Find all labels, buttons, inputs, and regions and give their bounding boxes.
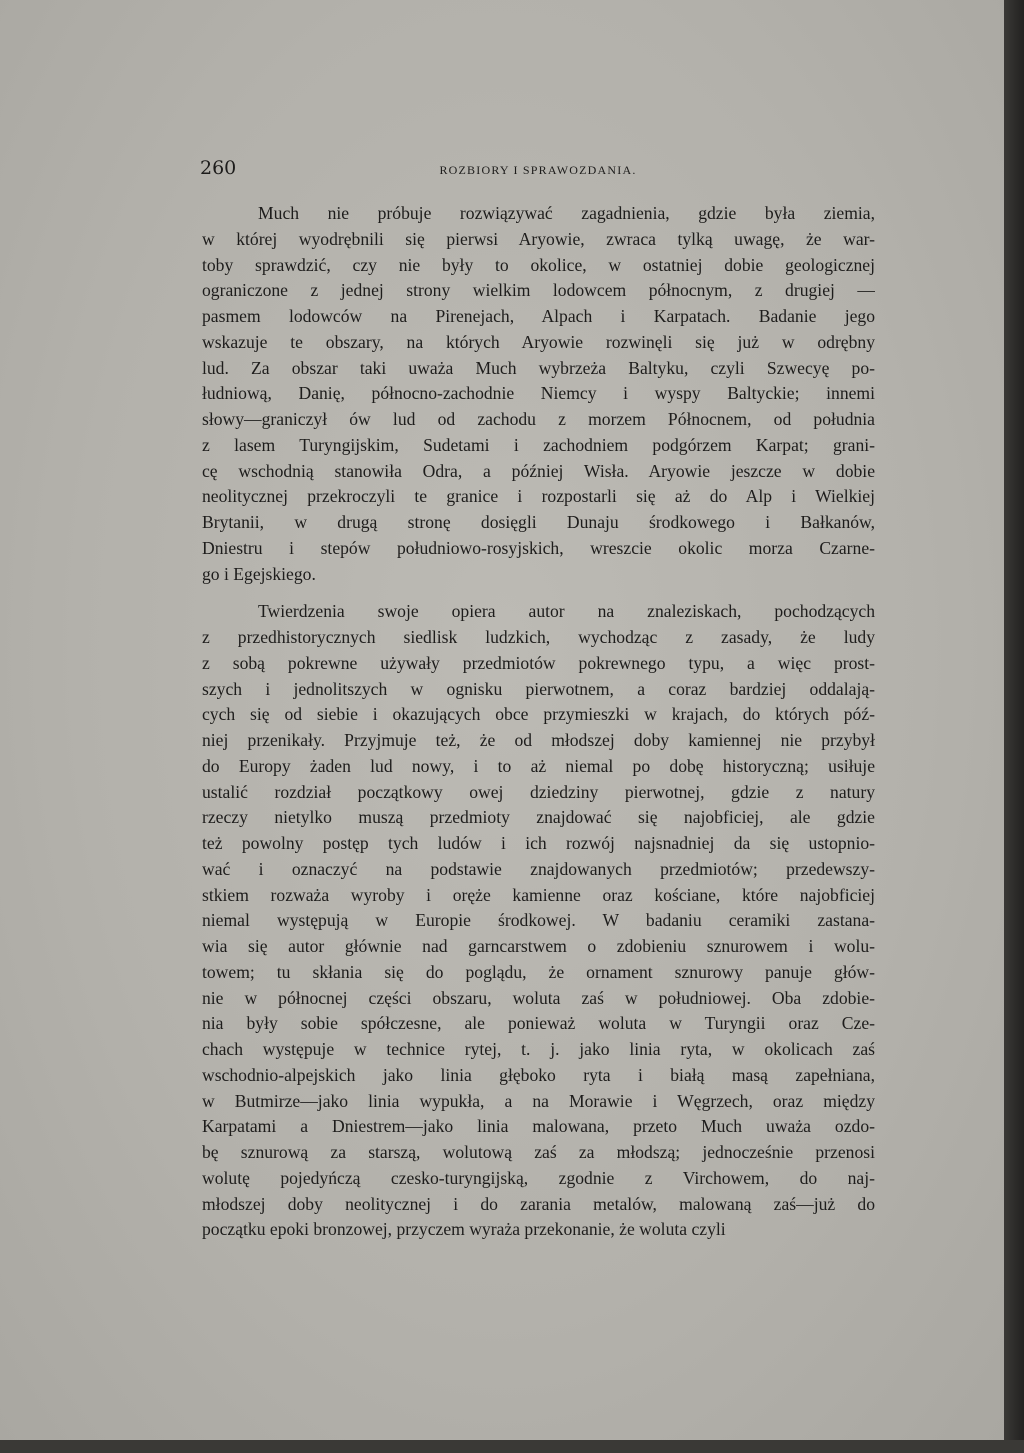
text-line: cych się od siebie i okazujących obce przymieszki w krajach, do których póź-	[202, 704, 875, 725]
text-line: Much nie próbuje rozwiązywać zagadnienia, gdzie była ziemia,	[258, 203, 875, 223]
text-line: cę wschodnią stanowiła Odra, a później Wisła. Aryowie jeszcze w dobie	[202, 460, 875, 481]
text-line: do Europy żaden lud nowy, i to aż niemal po dobę historyczną; usiłuje	[202, 755, 875, 776]
text-line: szych i jednolitszych w ognisku pierwotnem, a coraz bardziej oddalają-	[202, 678, 875, 699]
text-line: stkiem rozważa wyroby i oręże kamienne oraz kościane, które najobficiej	[202, 884, 875, 905]
text-line: też powolny postęp tych ludów i ich rozwój najsnadniej da się ustopnio-	[202, 833, 875, 853]
scan-edge-bottom	[0, 1440, 1024, 1453]
page-header	[200, 157, 876, 183]
text-line: niej przenikały. Przyjmuje też, że od młodszej doby kamiennej nie przybył	[202, 730, 875, 750]
text-line: nia były sobie spółczesne, ale ponieważ woluta w Turyngii oraz Cze-	[202, 1013, 875, 1034]
text-line: w Butmirze—jako linia wypukła, a na Morawie i Węgrzech, oraz między	[202, 1090, 875, 1111]
text-line: Dniestru i stepów południowo-rosyjskich, wreszcie okolic morza Czarne-	[202, 537, 875, 558]
text-line: wolutę pojedyńczą czesko-turyngijską, zgodnie z Virchowem, do naj-	[202, 1167, 875, 1188]
text-line: rzeczy nietylko muszą przedmioty znajdować się najobficiej, ale gdzie	[202, 807, 875, 828]
page-number: 260	[200, 157, 237, 179]
text-line: Brytanii, w drugą stronę dosięgli Dunaju środkowego i Bałkanów,	[202, 512, 875, 532]
scan-edge-right	[1004, 0, 1024, 1453]
text-line: toby sprawdzić, czy nie były to okolice, w ostatniej dobie geologicznej	[202, 254, 875, 275]
text-line: neolitycznej przekroczyli te granice i rozpostarli się aż do Alp i Wielkiej	[202, 486, 875, 507]
text-line: go i Egejskiego.	[202, 563, 316, 584]
text-line: nie w północnej części obszaru, woluta zaś w południowej. Oba zdobie-	[202, 987, 875, 1008]
text-line: ograniczone z jednej strony wielkim lodowcem północnym, z drugiej —	[202, 280, 875, 301]
paragraph	[202, 201, 875, 587]
paragraph	[202, 599, 875, 1243]
text-line: z sobą pokrewne używały przedmiotów pokrewnego typu, a więc prost-	[202, 652, 875, 673]
text-line: niemal występują w Europie środkowej. W badaniu ceramiki zastana-	[202, 910, 875, 931]
text-line: Twierdzenia swoje opiera autor na znaleziskach, pochodzących	[258, 601, 875, 622]
text-line: młodszej doby neolitycznej i do zarania metalów, malowaną zaś—już do	[202, 1193, 875, 1214]
text-line: bę sznurową za starszą, wolutową zaś za młodszą; jednocześnie przenosi	[202, 1142, 875, 1162]
text-line: łudniową, Danię, północno-zachodnie Niemcy i wyspy Baltyckie; innemi	[202, 383, 875, 404]
running-head: ROZBIORY I SPRAWOZDANIA.	[439, 163, 637, 177]
body-text	[202, 201, 875, 1243]
paragraph-gap	[202, 587, 875, 599]
text-line: Karpatami a Dniestrem—jako linia malowana, przeto Much uważa ozdo-	[202, 1116, 875, 1137]
text-line: w której wyodrębnili się pierwsi Aryowie, zwraca tylką uwagę, że war-	[202, 228, 875, 249]
text-line: lud. Za obszar taki uważa Much wybrzeża Baltyku, czyli Szwecyę po-	[202, 357, 875, 378]
text-line: z przedhistorycznych siedlisk ludzkich, wychodząc z zasady, że ludy	[202, 627, 875, 647]
text-line: towem; tu skłania się do poglądu, że ornament sznurowy panuje głów-	[202, 961, 875, 982]
text-line: wać i oznaczyć na podstawie znajdowanych przedmiotów; przedewszy-	[202, 858, 875, 879]
text-line: początku epoki bronzowej, przyczem wyraża przekonanie, że woluta czyli	[202, 1219, 726, 1240]
text-line: pasmem lodowców na Pirenejach, Alpach i Karpatach. Badanie jego	[202, 306, 875, 326]
text-line: ustalić rozdział początkowy owej dziedziny pierwotnej, gdzie z natury	[202, 781, 875, 802]
text-line: wskazuje te obszary, na których Aryowie rozwinęli się już w odrębny	[202, 331, 875, 352]
text-line: z lasem Turyngijskim, Sudetami i zachodniem podgórzem Karpat; grani-	[202, 434, 875, 455]
text-line: chach występuje w technice rytej, t. j. jako linia ryta, w okolicach zaś	[202, 1039, 875, 1059]
text-line: wschodnio-alpejskich jako linia głęboko ryta i białą masą zapełniana,	[202, 1064, 875, 1085]
text-line: wia się autor głównie nad garncarstwem o zdobieniu sznurowem i wolu-	[202, 936, 875, 956]
text-line: słowy—graniczył ów lud od zachodu z morzem Północnem, od południa	[202, 409, 875, 429]
